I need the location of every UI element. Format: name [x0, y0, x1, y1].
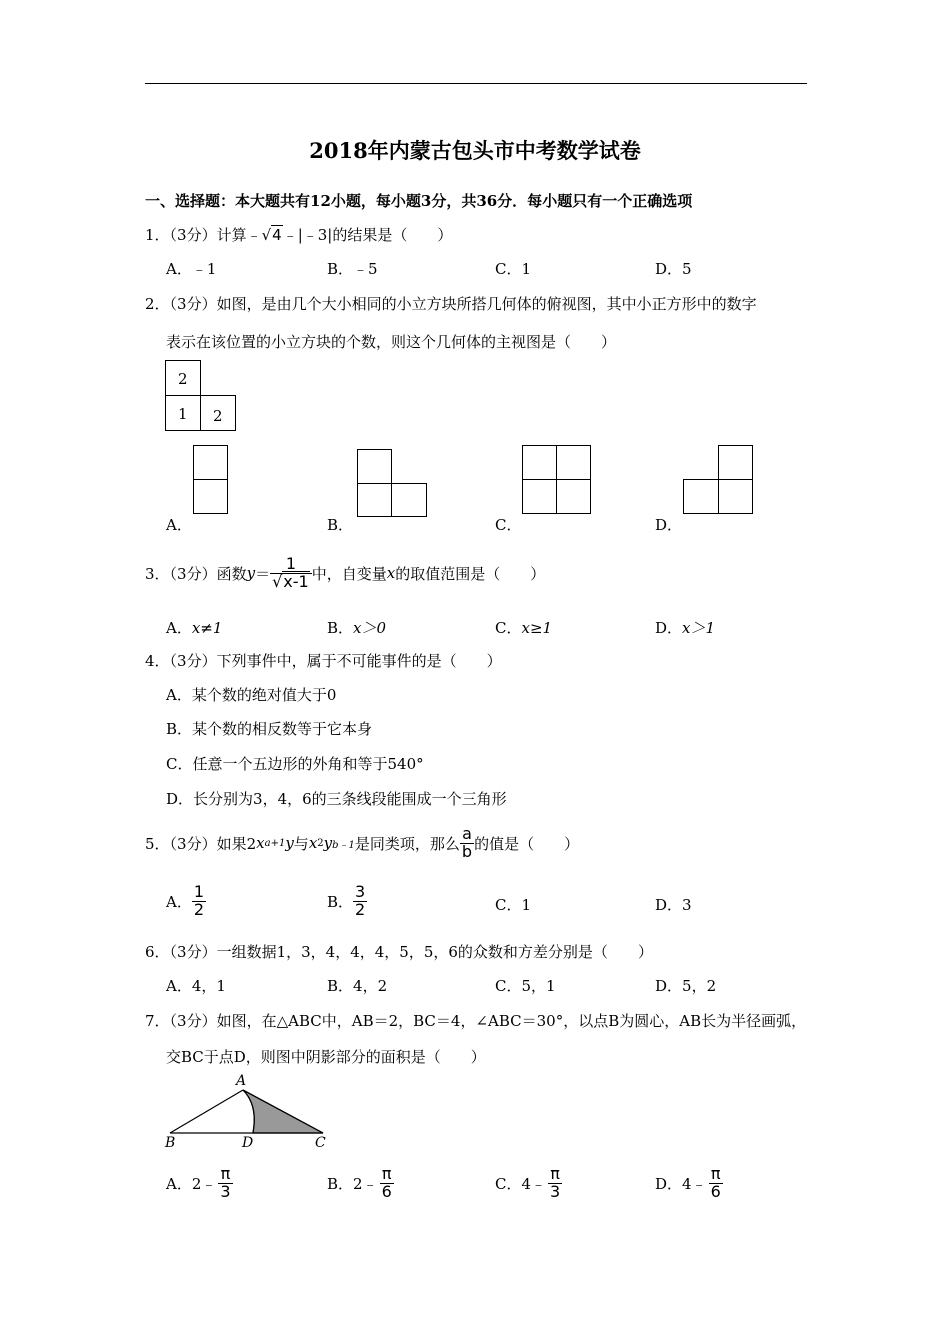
- q5-option-a[interactable]: A． $\frac{1}{2}$: [166, 882, 205, 919]
- q2-option-b[interactable]: B．: [327, 516, 354, 534]
- point-label-d: D: [242, 1135, 254, 1151]
- radicand: 4: [272, 226, 282, 244]
- q6-option-d[interactable]: D．5，2: [655, 977, 717, 995]
- ratio-fraction: $\frac{a}{b}$: [461, 824, 473, 861]
- section-heading: 一、选择题：本大题共有12小题，每小题3分，共36分．每小题只有一个正确选项: [145, 192, 693, 210]
- grid-number: 2: [178, 370, 188, 388]
- sqrt-sign: √: [261, 226, 272, 244]
- question-7-line1: 7．（3分）如图，在△ABC中，AB＝2，BC＝4，∠ABC＝30°，以点B为圆心，AB长为半径画弧，: [145, 1012, 807, 1030]
- q2-option-a-figure: [193, 445, 229, 515]
- q6-option-a[interactable]: A．4，1: [166, 977, 226, 995]
- q2-option-d-figure: [683, 445, 755, 515]
- q3-option-b[interactable]: B．x＞0: [327, 619, 387, 637]
- question-7-line2: 交BC于点D，则图中阴影部分的面积是（ ）: [166, 1048, 486, 1066]
- q4-option-c[interactable]: C．任意一个五边形的外角和等于540°: [166, 755, 424, 773]
- q7-option-c[interactable]: C． 4﹣ $\frac{\pi}{3}$: [495, 1164, 561, 1201]
- q6-option-b[interactable]: B．4，2: [327, 977, 388, 995]
- q7-option-b[interactable]: B． 2﹣ $\frac{\pi}{6}$: [327, 1164, 392, 1201]
- question-5-stem: 5．（3分）如果2 x a+1 y 与 x 2 y b﹣1 是同类项，那么 $\frac{a}{b}$ 的值是（ ）: [145, 824, 580, 861]
- q2-option-a[interactable]: A．: [166, 516, 192, 534]
- question-4-stem: 4．（3分）下列事件中，属于不可能事件的是（ ）: [145, 652, 502, 670]
- point-label-c: C: [315, 1135, 326, 1151]
- q3-option-a[interactable]: A．x≠1: [166, 619, 223, 637]
- q1-option-c[interactable]: C．1: [495, 260, 532, 278]
- q5-option-b[interactable]: B． $\frac{3}{2}$: [327, 882, 366, 919]
- page-title: 2018年内蒙古包头市中考数学试卷: [309, 138, 641, 163]
- header-rule: [145, 83, 807, 84]
- q2-option-d[interactable]: D．: [655, 516, 683, 534]
- q7-option-a[interactable]: A． 2﹣ $\frac{\pi}{3}$: [166, 1164, 231, 1201]
- q7-option-d[interactable]: D． 4﹣ $\frac{\pi}{6}$: [655, 1164, 721, 1201]
- question-1-stem: 1．（3分）计算﹣√4﹣|﹣3|的结果是（ ）: [145, 226, 453, 244]
- point-label-b: B: [165, 1135, 176, 1151]
- q1-option-d[interactable]: D．5: [655, 260, 692, 278]
- q3-option-d[interactable]: D．x＞1: [655, 619, 716, 637]
- q5-option-d[interactable]: D．3: [655, 896, 692, 914]
- question-2-line1: 2．（3分）如图，是由几个大小相同的小立方块所搭几何体的俯视图，其中小正方形中的数字: [145, 295, 757, 313]
- question-3-stem: 3．（3分）函数 y ＝ $\frac{1}{√x-1}$ 中，自变量 x 的取值范围是（ ）: [145, 554, 546, 591]
- q3-option-c[interactable]: C．x≥1: [495, 619, 553, 637]
- q2-option-c-figure: [522, 445, 592, 515]
- q6-option-c[interactable]: C．5，1: [495, 977, 556, 995]
- function-fraction: $\frac{1}{√x-1}$: [270, 556, 312, 591]
- q4-option-d[interactable]: D．长分别为3，4，6的三条线段能围成一个三角形: [166, 790, 507, 808]
- q2-option-b-figure: [357, 449, 429, 517]
- q5-option-c[interactable]: C．1: [495, 896, 532, 914]
- q1-option-a[interactable]: A．﹣1: [166, 260, 217, 278]
- grid-number: 2: [213, 407, 223, 425]
- top-view-figure: [165, 360, 237, 432]
- point-label-a: A: [236, 1073, 247, 1089]
- q1-option-b[interactable]: B．﹣5: [327, 260, 378, 278]
- q4-option-b[interactable]: B．某个数的相反数等于它本身: [166, 720, 373, 738]
- question-6-stem: 6．（3分）一组数据1，3，4，4，4，5，5，6的众数和方差分别是（ ）: [145, 943, 653, 961]
- question-2-line2: 表示在该位置的小立方块的个数，则这个几何体的主视图是（ ）: [166, 333, 617, 351]
- q2-option-c[interactable]: C．: [495, 516, 522, 534]
- q4-option-a[interactable]: A．某个数的绝对值大于0: [166, 686, 337, 704]
- grid-number: 1: [178, 405, 188, 423]
